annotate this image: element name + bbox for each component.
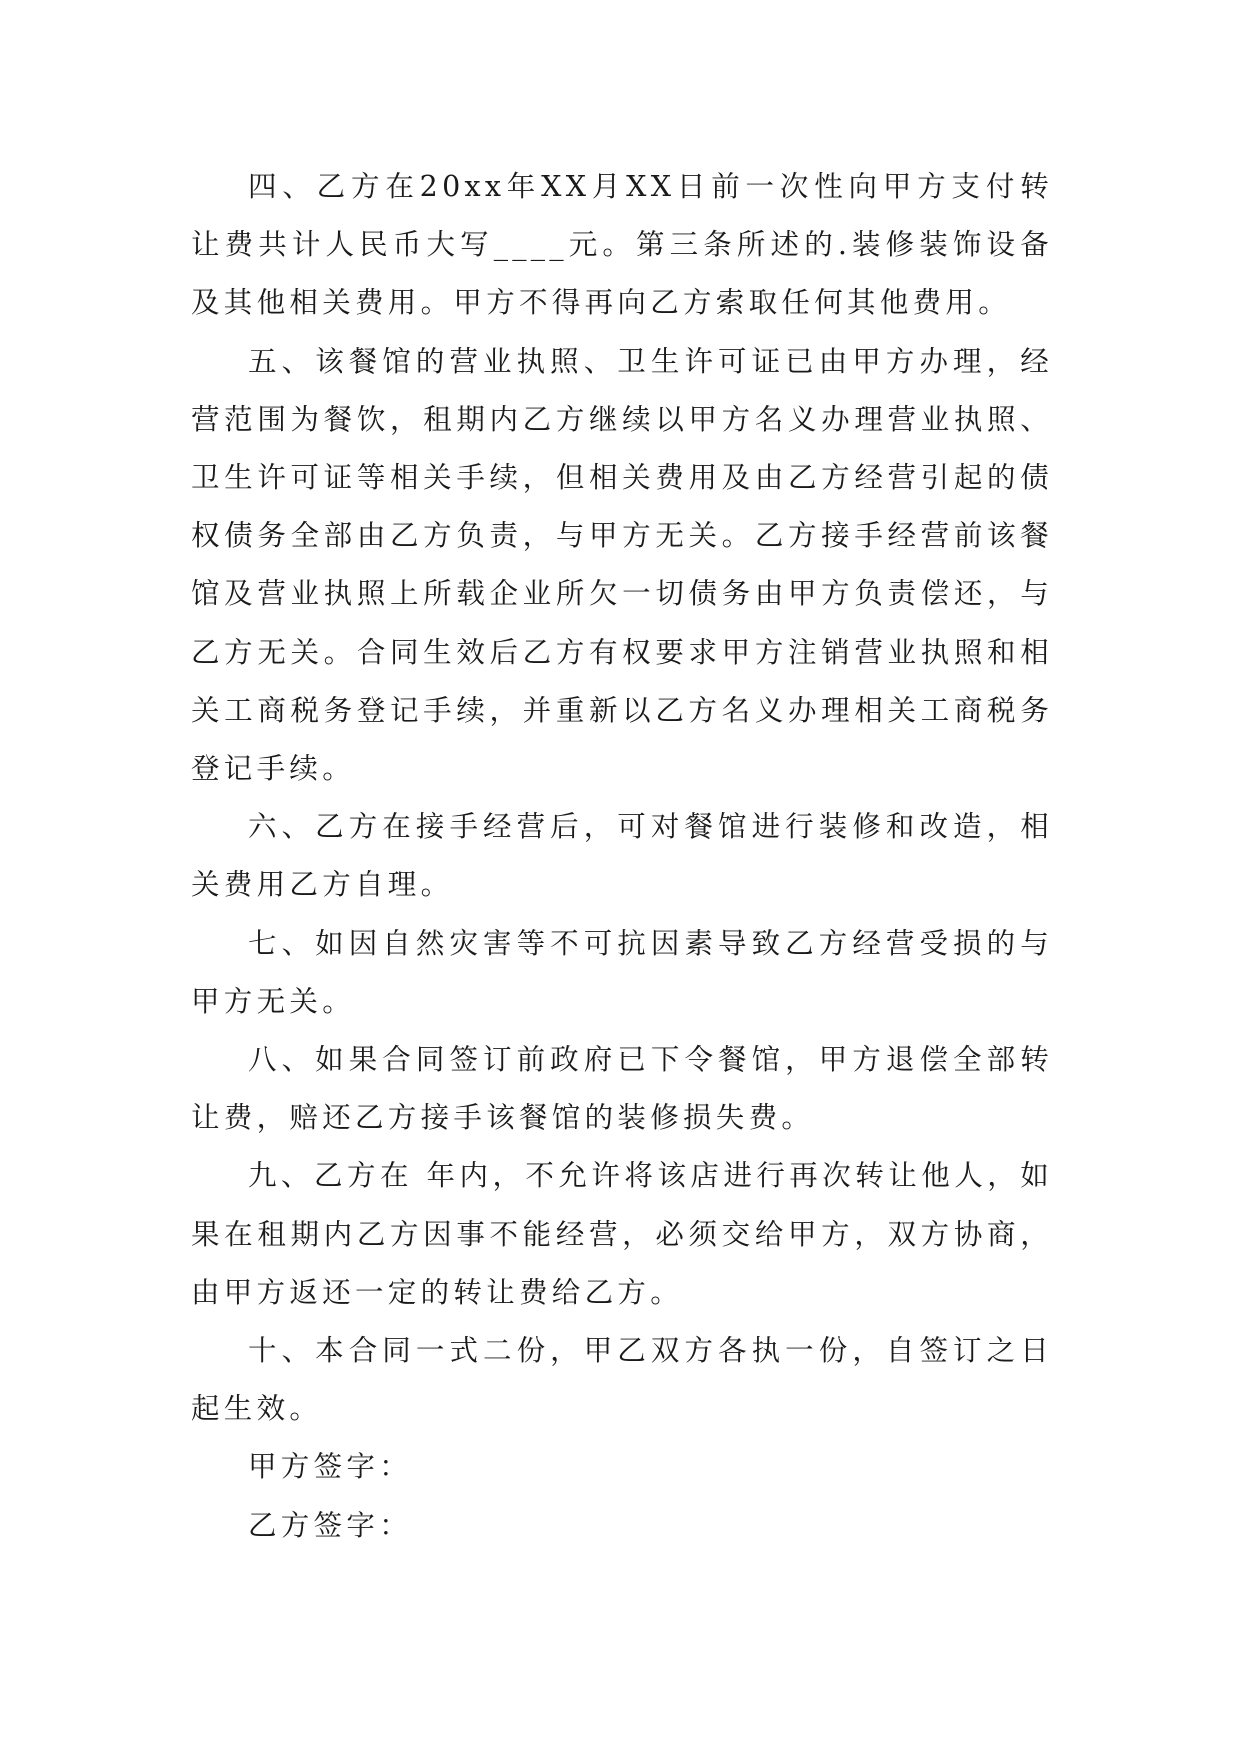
clause-6: 六、乙方在接手经营后，可对餐馆进行装修和改造，相关费用乙方自理。	[191, 810, 1053, 902]
clause-5: 五、该餐馆的营业执照、卫生许可证已由甲方办理，经营范围为餐饮，租期内乙方继续以甲方名义办理营业执照、卫生许可证等相关手续，但相关费用及由乙方经营引起的债权债务全部由乙方负责，与甲方无关。乙方接手经营前该餐馆及营业执照上所载企业所欠一切债务由甲方负责偿还，与乙方无关。合同生效后乙方有权要求甲方注销营业执照和相关工商税务登记手续，并重新以乙方名义办理相关工商税务登记手续。	[191, 344, 1053, 786]
signature-party-b: 乙方签字：	[248, 1508, 413, 1542]
clause-8: 八、如果合同签订前政府已下令餐馆，甲方退偿全部转让费，赔还乙方接手该餐馆的装修损失费。	[191, 1043, 1053, 1135]
clause-10: 十、本合同一式二份，甲乙双方各执一份，自签订之日起生效。	[191, 1334, 1053, 1426]
document-body	[191, 158, 1053, 1555]
signature-party-a: 甲方签字：	[248, 1450, 413, 1484]
clause-9: 九、乙方在 年内，不允许将该店进行再次转让他人，如果在租期内乙方因事不能经营，必须交给甲方，双方协商，由甲方返还一定的转让费给乙方。	[191, 1159, 1053, 1309]
clause-4: 四、乙方在20xx年XX月XX日前一次性向甲方支付转让费共计人民币大写____元。第三条所述的.装修装饰设备及其他相关费用。甲方不得再向乙方索取任何其他费用。	[191, 170, 1053, 320]
clause-7: 七、如因自然灾害等不可抗因素导致乙方经营受损的与甲方无关。	[191, 926, 1053, 1018]
